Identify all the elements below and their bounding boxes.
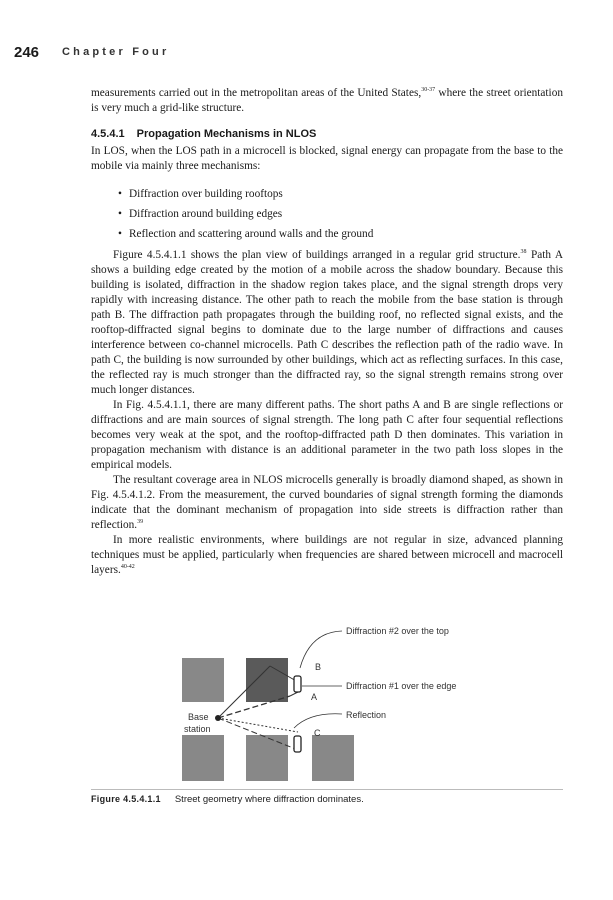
figure-id: Figure 4.5.4.1.1	[91, 794, 161, 804]
label-reflection: Reflection	[346, 710, 387, 720]
paragraph-3-text: The resultant coverage area in NLOS microcells generally is broadly diamond shaped, as shown in Fig. 4.5.4.1.2. From the measurement, the curved boundaries of signal strength forming the diamonds indicate that the dominant mechanism of propagation into side streets is diffraction rather than reflection.	[91, 474, 563, 531]
building-top-right	[246, 658, 288, 702]
paragraph-4-text: In more realistic environments, where buildings are not regular in size, advanced planning techniques must be applied, particularly when frequencies are shared between microcell and macrocell layers.	[91, 534, 563, 576]
intro-reference: 30-37	[421, 87, 436, 94]
building-bottom-left	[182, 735, 224, 781]
list-item: • Reflection and scattering around walls and the ground	[118, 224, 373, 244]
building-top-left	[182, 658, 224, 702]
label-base: Base	[188, 712, 209, 722]
paragraph-3	[91, 473, 563, 533]
path-c-line	[218, 718, 298, 732]
list-item: • Diffraction over building rooftops	[118, 184, 373, 204]
intro-text: measurements carried out in the metropolitan areas of the United States,	[91, 87, 422, 99]
paragraph-3-reference: 39	[137, 519, 144, 526]
body-paragraphs	[91, 248, 563, 578]
list-item: • Diffraction around building edges	[118, 204, 373, 224]
label-path-a: A	[311, 692, 318, 702]
paragraph-1-reference: 38	[520, 249, 527, 256]
section-lead: In LOS, when the LOS path in a microcell is blocked, signal energy can propagate from the base to the mobile via mainly three mechanisms:	[91, 145, 563, 172]
mechanism-list	[118, 184, 373, 244]
paragraph-4	[91, 533, 563, 578]
figure-caption-text: Street geometry where diffraction dominates.	[174, 794, 364, 805]
section-number: 4.5.4.1	[91, 128, 125, 140]
intro-text-continued: where the street orientation is very much a grid-like structure.	[91, 87, 563, 114]
base-station-icon	[215, 715, 221, 721]
label-diffraction-edge: Diffraction #1 over the edge	[346, 681, 457, 691]
section-title: Propagation Mechanisms in NLOS	[136, 128, 317, 140]
paragraph-4-reference: 40-42	[120, 564, 135, 571]
street-geometry-figure	[170, 620, 500, 790]
chapter-title: Chapter Four	[62, 46, 170, 58]
mobile-icon	[294, 676, 301, 692]
paragraph-1-text-continued: Path A shows a building edge created by the motion of a mobile across the shadow boundary. Because this building is isolated, diffraction in the shadow region takes place, and the signal strength drops very rapidly with increasing distance. The other path to reach the mobile from the base station is through path B. The diffraction path propagates through the building roof, no reflected signal exists, and the rooftop-diffracted signal begins to dominate due to the large number of diffractions and causes interference between co-channel microcells. Path C describes the reflection path of the radio wave. In path C, the building is now surrounded by other buildings, which act as reflecting surfaces. In this case, the reflected ray is much stronger than the diffracted ray, so the signal strength remains strong over much longer distances.	[91, 249, 563, 396]
paragraph-2: In Fig. 4.5.4.1.1, there are many different paths. The short paths A and B are single reflections or diffractions and are main sources of signal strength. The long path C after four sequential reflections becomes very weak at the spot, and the rooftop-diffracted path D then dominates. This variation in propagation mechanism with distance is an additional parameter in the two path loss slopes in the empirical models.	[91, 399, 563, 471]
caption-divider	[91, 789, 563, 790]
figure-caption	[91, 794, 364, 805]
page-number: 246	[14, 44, 40, 61]
label-path-c: C	[314, 728, 321, 738]
label-path-b: B	[315, 662, 322, 672]
building-bottom-middle	[246, 735, 288, 781]
paragraph-1	[91, 248, 563, 398]
building-bottom-right	[312, 735, 354, 781]
section-heading	[91, 128, 316, 140]
intro-paragraph	[91, 86, 563, 116]
paragraph-1-text: Figure 4.5.4.1.1 shows the plan view of buildings arranged in a regular grid structure.	[113, 249, 521, 261]
label-station: station	[184, 724, 211, 734]
leader-reflection	[294, 714, 342, 728]
label-diffraction-top: Diffraction #2 over the top	[346, 626, 449, 636]
mobile-icon	[294, 736, 301, 752]
